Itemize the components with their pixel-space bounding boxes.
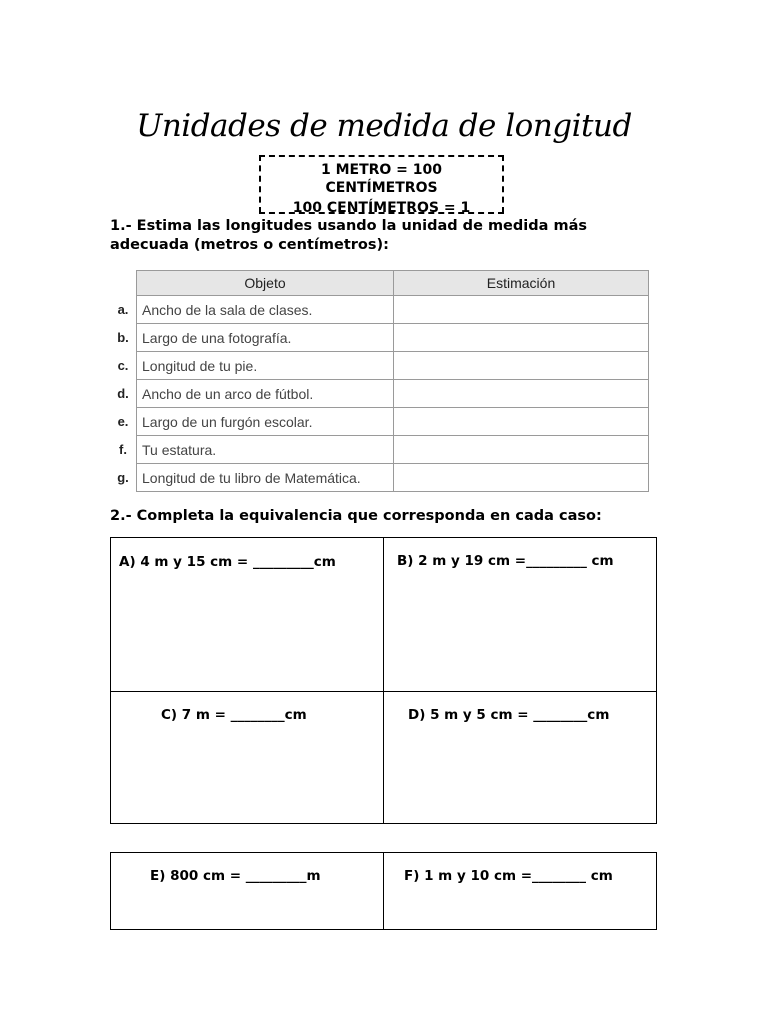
table-row: [110, 408, 649, 436]
table-row: [110, 380, 649, 408]
row-letter: a.: [117, 302, 129, 317]
row-estimate-cell[interactable]: [394, 324, 649, 352]
row-letter: e.: [117, 414, 129, 429]
table-header-row: [110, 271, 649, 296]
reminder-line-1: 1 METRO = 100: [320, 162, 443, 178]
row-estimate-cell[interactable]: [394, 296, 649, 324]
row-object: Tu estatura.: [137, 436, 394, 464]
exercise-cell-b[interactable]: [384, 538, 657, 692]
question-1: 1.- Estima las longitudes usando la unidad de medida más adecuada (metros o centímetros):: [110, 218, 587, 253]
row-estimate-cell[interactable]: [394, 436, 649, 464]
row-object: Longitud de tu libro de Matemática.: [137, 464, 394, 492]
exercise-cell-e[interactable]: [111, 853, 384, 930]
row-object: Largo de un furgón escolar.: [137, 408, 394, 436]
exercise-cell-c[interactable]: [111, 692, 384, 824]
exercise-d: D) 5 m y 5 cm = ________cm: [408, 707, 610, 723]
header-object: Objeto: [137, 271, 394, 296]
row-object: Ancho de la sala de clases.: [137, 296, 394, 324]
question-2: 2.- Completa la equivalencia que corresponda en cada caso:: [110, 508, 602, 524]
exercise-b: B) 2 m y 19 cm =_________ cm: [397, 553, 614, 569]
table-row: [110, 436, 649, 464]
page-title: Unidades de medida de longitud: [136, 108, 632, 144]
row-letter: d.: [117, 386, 129, 401]
row-object: Ancho de un arco de fútbol.: [137, 380, 394, 408]
exercise-grid-1: [110, 537, 657, 824]
reminder-box: [259, 155, 504, 213]
row-letter: g.: [117, 470, 129, 485]
row-estimate-cell[interactable]: [394, 380, 649, 408]
exercise-row: [111, 692, 657, 824]
row-object: Longitud de tu pie.: [137, 352, 394, 380]
reminder-box-border: [259, 212, 504, 214]
header-spacer: [110, 271, 137, 296]
reminder-line-2: CENTÍMETROS: [325, 180, 438, 196]
exercise-cell-d[interactable]: [384, 692, 657, 824]
row-object: Largo de una fotografía.: [137, 324, 394, 352]
table-row: [110, 324, 649, 352]
exercise-grid-2: [110, 852, 657, 930]
exercise-e: E) 800 cm = _________m: [150, 868, 321, 884]
exercise-cell-a[interactable]: [111, 538, 384, 692]
exercise-f: F) 1 m y 10 cm =________ cm: [404, 868, 613, 884]
estimation-table: [110, 270, 649, 492]
exercise-row: [111, 538, 657, 692]
row-estimate-cell[interactable]: [394, 352, 649, 380]
header-estimate: Estimación: [394, 271, 649, 296]
reminder-line-3: 100 CENTÍMETROS = 1: [292, 200, 471, 213]
row-letter: b.: [117, 330, 129, 345]
row-letter: c.: [117, 358, 129, 373]
table-row: [110, 296, 649, 324]
row-estimate-cell[interactable]: [394, 464, 649, 492]
exercise-a: A) 4 m y 15 cm = _________cm: [119, 554, 336, 570]
row-letter: f.: [119, 442, 127, 457]
table-row: [110, 352, 649, 380]
row-estimate-cell[interactable]: [394, 408, 649, 436]
exercise-row: [111, 853, 657, 930]
exercise-cell-f[interactable]: [384, 853, 657, 930]
exercise-c: C) 7 m = ________cm: [161, 707, 307, 723]
table-row: [110, 464, 649, 492]
